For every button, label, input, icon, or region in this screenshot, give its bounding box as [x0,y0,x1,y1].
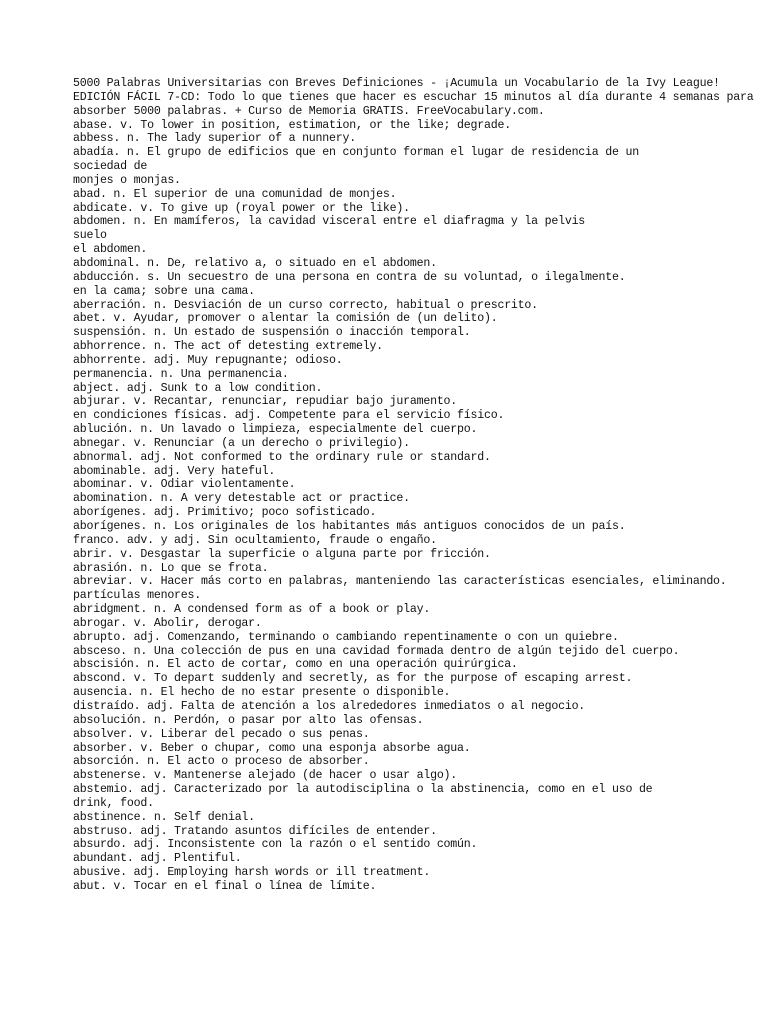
text-line: absorber 5000 palabras. + Curso de Memoria GRATIS. FreeVocabulary.com. [73,104,545,118]
text-line: abscisión. n. El acto de cortar, como en una operación quirúrgica. [73,658,518,672]
document-title-line: 5000 Palabras Universitarias con Breves Definiciones - ¡Acumula un Vocabulario de la Ivy League! [73,77,720,90]
text-line: abase. v. To lower in position, estimation, or the like; degrade. [73,118,511,132]
text-line: abhorrente. adj. Muy repugnante; odioso. [73,353,343,367]
text-line: distraído. adj. Falta de atención a los alrededores inmediatos o al negocio. [73,699,586,713]
text-line: absorción. n. El acto o proceso de absorber. [73,755,370,769]
text-line: abrogar. v. Abolir, derogar. [73,616,262,630]
text-line: aborígenes. adj. Primitivo; poco sofisticado. [73,506,377,520]
text-line: abjurar. v. Recantar, renunciar, repudiar bajo juramento. [73,395,458,409]
text-line: abrasión. n. Lo que se frota. [73,561,269,575]
text-line: abominar. v. Odiar violentamente. [73,478,296,492]
text-line: abnormal. adj. Not conformed to the ordinary rule or standard. [73,450,491,464]
text-line: abstruso. adj. Tratando asuntos difíciles de entender. [73,824,437,838]
text-line: abominable. adj. Very hateful. [73,464,276,478]
text-line: ausencia. n. El hecho de no estar presente o disponible. [73,686,451,700]
text-line: abstinence. n. Self denial. [73,810,255,824]
text-line: abrir. v. Desgastar la superficie o alguna parte por fricción. [73,547,491,561]
text-line: monjes o monjas. [73,173,181,187]
text-line: abdicate. v. To give up (royal power or the like). [73,201,410,215]
text-line: abscond. v. To depart suddenly and secretly, as for the purpose of escaping arrest. [73,672,633,686]
text-line: en la cama; sobre una cama. [73,284,255,298]
text-line: abusive. adj. Employing harsh words or ill treatment. [73,866,431,880]
text-line: abbess. n. The lady superior of a nunnery. [73,132,356,146]
text-line: absorber. v. Beber o chupar, como una esponja absorbe agua. [73,741,471,755]
text-line: abad. n. El superior de una comunidad de monjes. [73,187,397,201]
text-line: abhorrence. n. The act of detesting extremely. [73,340,383,354]
text-line: abdomen. n. En mamíferos, la cavidad visceral entre el diafragma y la pelvis [73,215,586,229]
text-line: abridgment. n. A condensed form as of a book or play. [73,603,431,617]
text-line: abnegar. v. Renunciar (a un derecho o privilegio). [73,436,410,450]
text-line: permanencia. n. Una permanencia. [73,367,289,381]
text-line: abject. adj. Sunk to a low condition. [73,381,323,395]
text-line: abut. v. Tocar en el final o línea de límite. [73,879,377,893]
text-line: abet. v. Ayudar, promover o alentar la comisión de (un delito). [73,312,498,326]
text-line: abdominal. n. De, relativo a, o situado en el abdomen. [73,256,437,270]
text-line: suspensión. n. Un estado de suspensión o inacción temporal. [73,326,471,340]
text-line: abadía. n. El grupo de edificios que en conjunto forman el lugar de residencia de un [73,146,639,160]
text-line: abstemio. adj. Caracterizado por la autodisciplina o la abstinencia, como en el uso de [73,783,653,797]
text-line: abducción. s. Un secuestro de una persona en contra de su voluntad, o ilegalmente. [73,270,626,284]
text-line: aberración. n. Desviación de un curso correcto, habitual o prescrito. [73,298,538,312]
text-line: abstenerse. v. Mantenerse alejado (de hacer o usar algo). [73,769,458,783]
text-line: partículas menores. [73,589,202,603]
text-line: drink, food. [73,796,154,810]
text-line: abundant. adj. Plentiful. [73,852,242,866]
text-line: el abdomen. [73,243,148,257]
text-line: absurdo. adj. Inconsistente con la razón o el sentido común. [73,838,478,852]
text-line: sociedad de [73,160,148,174]
text-line: EDICIÓN FÁCIL 7-CD: Todo lo que tienes que hacer es escuchar 15 minutos al día durante 4 semanas para [73,90,754,104]
text-line: franco. adv. y adj. Sin ocultamiento, fraude o engaño. [73,533,437,547]
text-line: abreviar. v. Hacer más corto en palabras, manteniendo las características esenciales, eliminando. [73,575,727,589]
text-line: suelo [73,229,107,243]
text-line: en condiciones físicas. adj. Competente para el servicio físico. [73,409,505,423]
text-line: abomination. n. A very detestable act or practice. [73,492,410,506]
text-line: aborígenes. n. Los originales de los habitantes más antiguos conocidos de un país. [73,520,626,533]
text-line: ablución. n. Un lavado o limpieza, especialmente del cuerpo. [73,423,478,437]
text-line: absolver. v. Liberar del pecado o sus penas. [73,727,370,741]
text-line: absceso. n. Una colección de pus en una cavidad formada dentro de algún tejido del cuerpo. [73,644,680,658]
document-page [73,77,768,1024]
text-line: abrupto. adj. Comenzando, terminando o cambiando repentinamente o con un quiebre. [73,630,619,644]
text-line: absolución. n. Perdón, o pasar por alto las ofensas. [73,713,424,727]
